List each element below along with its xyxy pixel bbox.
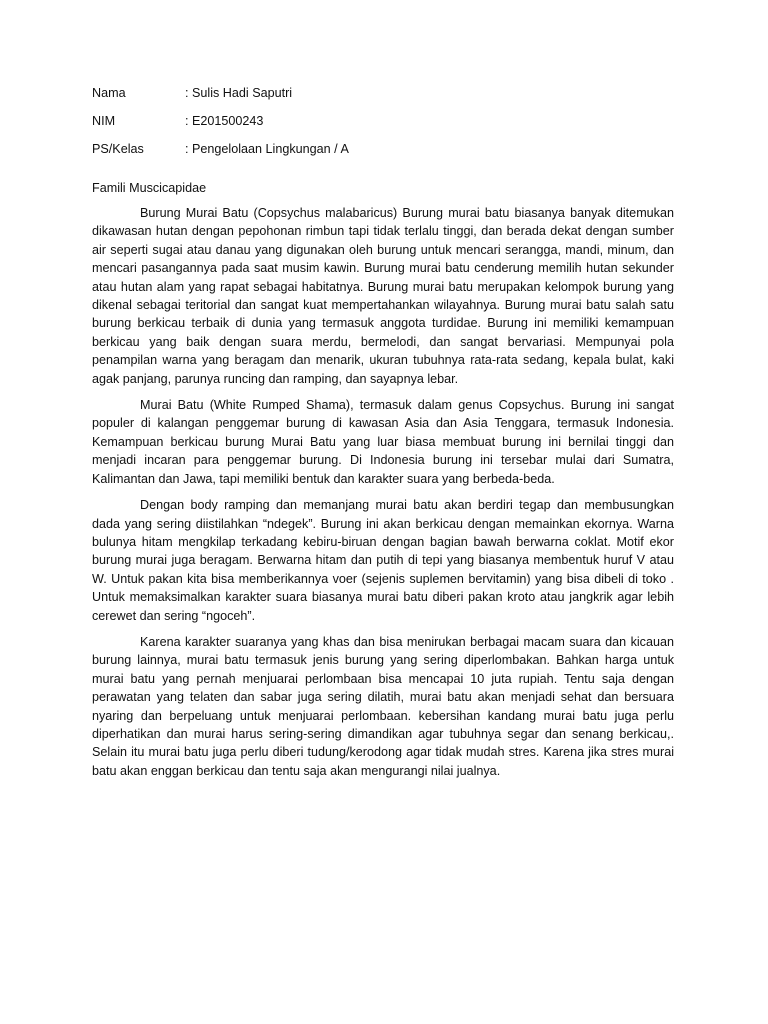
name-label: Nama <box>92 86 126 100</box>
paragraph-4: Karena karakter suaranya yang khas dan bisa menirukan berbagai macam suara dan kicauan burung lainnya, murai batu termasuk jenis burung yang sering diperlombakan. Bahkan harga untuk murai batu yang pernah menjuarai perlombaan bisa mencapai 10 juta rupiah. Tentu saja dengan perawatan yang telaten dan sabar juga sering dilatih, murai batu akan menjadi sehat dan bersuara nyaring dan berpeluang untuk menjuarai perlombaan. kebersihan kandang murai batu juga perlu diperhatikan dan murai harus sering-sering dimandikan agar tubuhnya segar dan senang berkicau,. Selain itu murai batu juga perlu diberi tudung/kerodong agar tidak mudah stres. Karena jika stres murai batu akan enggan berkicau dan tentu saja akan mengurangi nilai jualnya. <box>92 634 674 778</box>
identity-table <box>92 86 674 156</box>
class-label: PS/Kelas <box>92 142 144 156</box>
paragraph-2: Murai Batu (White Rumped Shama), termasuk dalam genus Copsychus. Burung ini sangat populer di kalangan penggemar burung di kawasan Asia dan Asia Tenggara, termasuk Indonesia. Kemampuan berkicau burung Murai Batu yang luar biasa membuat burung ini bernilai tinggi dan menjadi incaran para penggemar burung. Di Indonesia burung ini tersebar mulai dari Sumatra, Kalimantan dan Jawa, tapi memiliki bentuk dan karakter suara yang berbeda-beda. <box>92 398 674 486</box>
nim-value: : E201500243 <box>185 114 264 128</box>
identity-row-nim <box>92 114 674 128</box>
document-page <box>92 86 674 788</box>
paragraph-1: Burung Murai Batu (Copsychus malabaricus) Burung murai batu biasanya banyak ditemukan dikawasan hutan dengan pepohonan rimbun tapi tidak terlalu tinggi, dan berada dekat dengan sumber air seperti sugai atau danau yang digunakan oleh burung untuk mencari serangga, mandi, minum, dan mencari pasangannya pada saat musim kawin. Burung murai batu cenderung memilih hutan sekunder atau hutan alam yang rapat sebagai habitatnya. Burung murai batu merupakan kelompok burung yang dikenal sebagai teritorial dan sangat kuat mempertahankan wilayahnya. Burung murai batu salah satu burung berkicau terbaik di dunia yang termasuk anggota turdidae. Burung ini memiliki kemampuan berkicau yang baik dengan suara merdu, bermelodi, dan sangat bervariasi. Mempunyai pola penampilan warna yang beragam dan menarik, ukuran tubuhnya rata-rata sedang, kepala bulat, kaki agak panjang, parunya runcing dan ramping, dan sayapnya lebar. <box>92 206 674 386</box>
name-value: : Sulis Hadi Saputri <box>185 86 293 100</box>
nim-label: NIM <box>92 114 116 128</box>
identity-row-class <box>92 142 674 156</box>
section-title: Famili Muscicapidae <box>92 181 207 195</box>
identity-row-name <box>92 86 674 100</box>
class-value: : Pengelolaan Lingkungan / A <box>185 142 349 156</box>
paragraph-3: Dengan body ramping dan memanjang murai batu akan berdiri tegap dan membusungkan dada yang sering diistilahkan “ndegek”. Burung ini akan berkicau dengan memainkan ekornya. Warna bulunya hitam mengkilap terkadang kebiru-biruan dengan bagian bawah berwarna coklat. Motif ekor burung murai juga beragam. Berwarna hitam dan putih di tepi yang biasanya membentuk huruf V atau W. Untuk pakan kita bisa memberikannya voer (sejenis suplemen bervitamin) yang bisa dibeli di toko . Untuk memaksimalkan karakter suara biasanya murai batu diberi pakan kroto atau jangkrik agar lebih cerewet dan sering “ngoceh”. <box>92 498 674 623</box>
